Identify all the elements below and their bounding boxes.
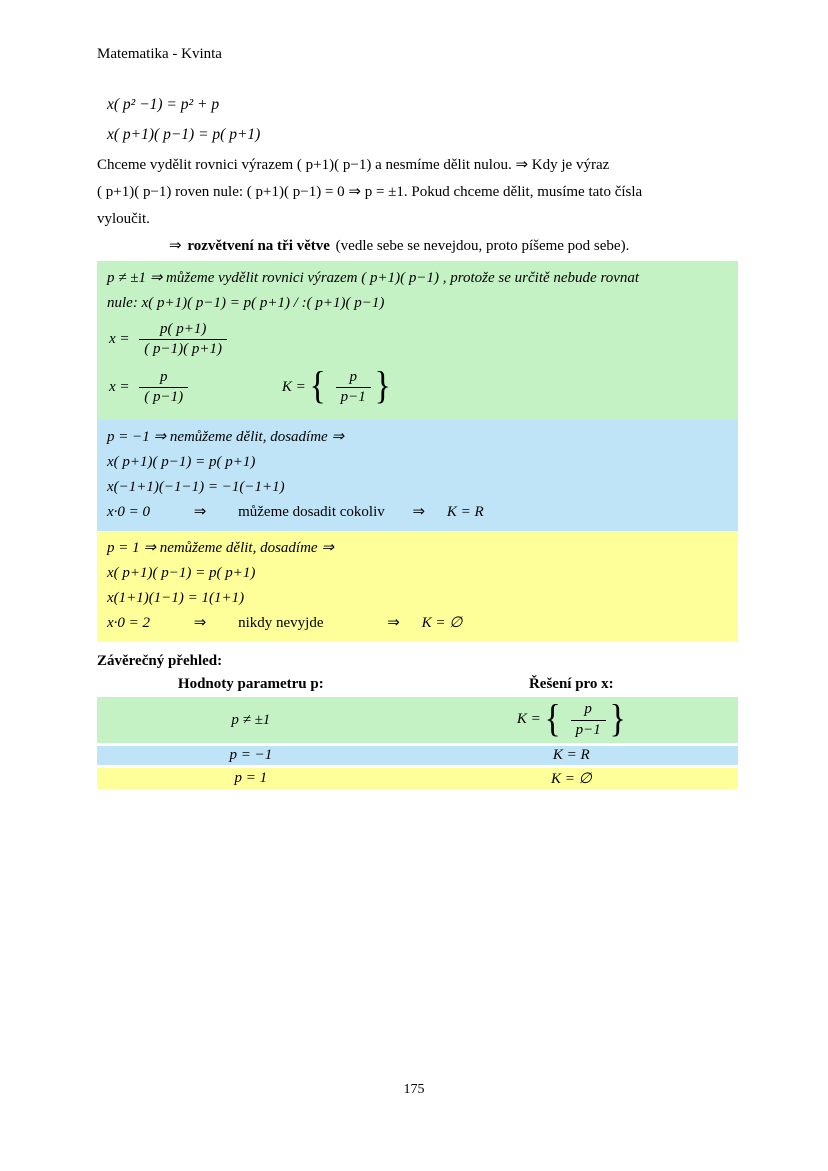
page-content [97,90,738,792]
solution-set [516,697,626,741]
paragraph-line-2: ( p+1)( p−1) roven nule: ( p+1)( p−1) = 0 ⇒ p = ±1. Pokud chceme dělit, musíme tato čísla [97,184,643,200]
summary-solution-3: K = ∅ [550,771,592,787]
blue-line-4 [107,502,728,522]
summary-col2-header: Řešení pro x: [528,676,614,692]
double-arrow-icon: ⇒ [387,615,400,631]
blue-result: x·0 = 0 [107,504,151,520]
yellow-line-3: x(1+1)(1−1) = 1(1+1) [107,590,245,606]
page-number: 175 [403,1082,425,1097]
blue-line-1: p = −1 ⇒ nemůžeme dělit, dosadíme ⇒ [107,429,345,445]
yellow-line-1: p = 1 ⇒ nemůžeme dělit, dosadíme ⇒ [107,540,334,556]
fraction-numerator: p [571,701,606,720]
summary-row-green [97,697,738,743]
page-header: Matematika - Kvinta [97,46,222,62]
summary-solution-2: K = R [552,747,590,763]
blue-line-3: x(−1+1)(−1−1) = −1(−1+1) [107,479,285,495]
fraction-numerator: p [139,369,188,388]
green-equation-3 [109,321,728,359]
equation-2: x( p+1)( p−1) = p( p+1) [107,126,261,143]
yellow-line-4 [107,613,728,633]
left-brace: { [309,365,326,408]
blue-line-2: x( p+1)( p−1) = p( p+1) [107,454,256,470]
summary-title: Závěrečný přehled: [97,653,223,669]
right-brace: } [609,697,626,741]
summary-param-2: p = −1 [229,747,273,763]
green-equation-4 [109,365,728,408]
blue-branch-box [97,420,738,531]
branch-note-rest: (vedle sebe se nevejdou, proto píšeme pod sebe). [335,238,630,254]
equation-lhs: x = [109,378,130,395]
fraction-numerator: p( p+1) [139,321,227,340]
branch-note-bold: rozvětvení na tři větve [187,238,330,254]
fraction-denominator: p−1 [575,721,601,738]
green-line-2: nule: x( p+1)( p−1) = p( p+1) / :( p+1)( p−1) [107,295,385,311]
fraction-denominator: ( p−1)( p+1) [144,341,223,358]
green-line-1: p ≠ ±1 ⇒ můžeme vydělit rovnici výrazem ( p+1)( p−1) , protože se určitě nebude rovnat [107,270,640,286]
yellow-conclusion-text: nikdy nevyjde [238,615,324,631]
summary-solution-1 [405,697,738,741]
branch-note [169,234,738,259]
fraction [336,369,371,407]
double-arrow-icon: ⇒ [193,504,207,520]
summary-param-3: p = 1 [234,770,268,786]
intro-paragraph [97,152,738,233]
yellow-branch-box [97,531,738,642]
right-brace: } [374,365,391,408]
yellow-solution-set: K = ∅ [421,615,463,631]
double-arrow-icon: ⇒ [169,238,182,254]
fraction [571,701,606,739]
summary-col1-header: Hodnoty parametru p: [177,676,324,692]
summary-row-blue [97,746,738,765]
equation-1: x( p² −1) = p² + p [107,96,220,113]
paragraph-line-1: Chceme vydělit rovnici výrazem ( p+1)( p−1) a nesmíme dělit nulou. ⇒ Kdy je výraz [97,157,610,173]
solution-set-green [281,365,391,408]
double-arrow-icon: ⇒ [412,504,426,520]
blue-conclusion-text: můžeme dosadit cokoliv [238,504,385,520]
green-branch-box [97,261,738,420]
solution-set-lhs: K = [516,711,541,728]
double-arrow-icon: ⇒ [193,615,207,631]
summary-row-yellow [97,768,738,789]
solution-set-lhs: K = [281,378,306,395]
summary-param-1: p ≠ ±1 [231,711,271,728]
fraction-denominator: ( p−1) [144,388,184,405]
fraction-numerator: p [336,369,371,388]
fraction-denominator: p−1 [340,388,366,405]
fraction [139,321,227,359]
equation-lhs: x = [109,331,130,348]
paragraph-line-3: vyloučit. [97,211,150,227]
yellow-result: x·0 = 2 [107,615,151,631]
left-brace: { [544,697,561,741]
blue-solution-set: K = R [446,504,484,520]
yellow-line-2: x( p+1)( p−1) = p( p+1) [107,565,256,581]
fraction [139,369,188,407]
summary-header-row [97,674,738,695]
